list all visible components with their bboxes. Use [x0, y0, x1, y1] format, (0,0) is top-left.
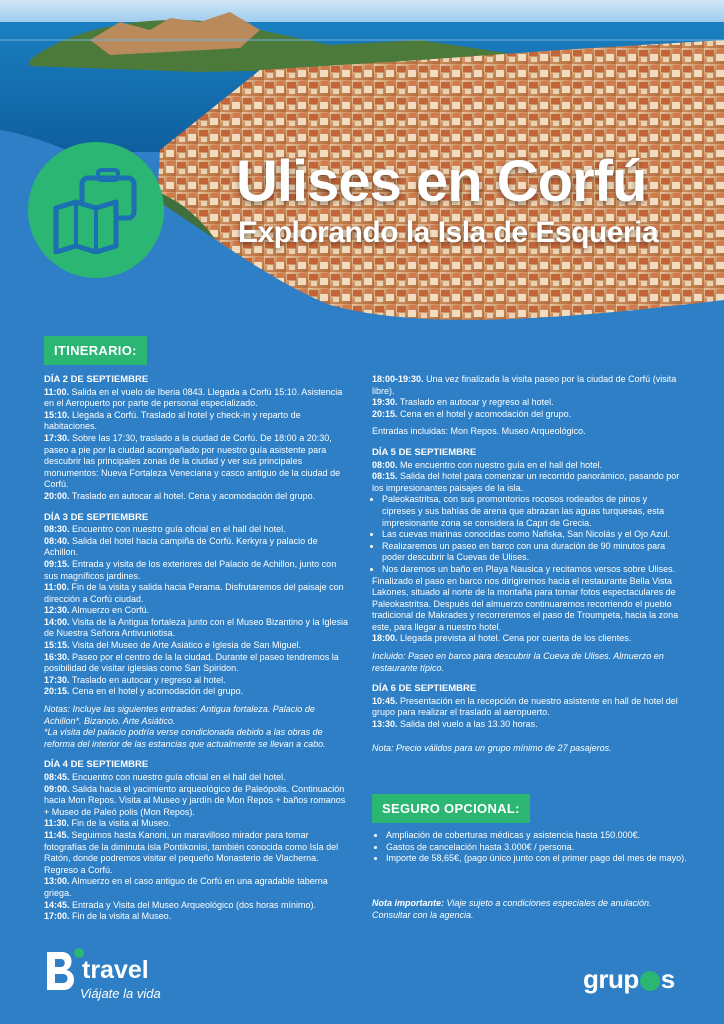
- day-4-item: 08:45. Encuentro con nuestro guía oficial en el hall del hotel.: [44, 772, 286, 782]
- seguro-label: SEGURO OPCIONAL:: [372, 794, 530, 823]
- day-3-note: Notas: Incluye las siguientes entradas: Antigua fortaleza. Palacio de Achillon*. Bizancio. Arte Asiático.: [44, 704, 315, 726]
- day-2-item: 15:10. Llegada a Corfú. Traslado al hotel y check-in y reparto de habitaciones.: [44, 409, 301, 432]
- list-item: • Realizaremos un paseo en barco con una duración de 90 minutos para poder descubrir la Cuevas de Ulises.: [382, 541, 680, 564]
- day-5-paragraph: Finalizado el paso en barco nos dirigiremos hacia el restaurante Bella Vista Lakones, situado al norte de la montaña para tomar fotos espectaculares de Paleokastritsa. Después del almuerzo continuaremos recorriendo el pueblo tradicional de Makrades y recorreremos el paso de Troumpeta, hacia la zona este, para llegar a nuestro hotel.: [372, 575, 679, 632]
- day-5-arrival: 18:00. Llegada prevista al hotel. Cena por cuenta de los clientes.: [372, 633, 632, 644]
- day-6-item: 10:45. Presentación en la recepción de nuestro asistente en hall de hotel del grupo para realizar el traslado al aeropuerto.: [372, 695, 678, 718]
- list-item: • Nos daremos un baño en Playa Nausica y recitamos versos sobre Ulises.: [382, 564, 680, 576]
- list-item: • Gastos de cancelación hasta 3.000€ / persona.: [386, 842, 692, 854]
- page-title: Ulises en Corfú: [236, 149, 647, 214]
- day-5-bullets: [372, 494, 680, 575]
- day-4-item: 17:00. Fin de la visita al Museo.: [44, 911, 172, 922]
- day-5-item: 08:15. Salida del hotel para comenzar un recorrido panorámico, pasando por los impresionantes paisajes de la isla.: [372, 471, 680, 493]
- day-4-item: 13:00. Almuerzo en el caso antiguo de Corfú en una agradable taberna griega.: [44, 876, 328, 898]
- day-3-item: 16:30. Paseo por el centro de la la ciudad. Durante el paseo tendremos la posibilidad de visitar iglesias como San Spiridon.: [44, 651, 339, 674]
- day-2-item: 11:00. Salida en el vuelo de Iberia 0843. Llegada a Corfú 15:10. Asistencia en el Aeropuerto por parte de personal especializado.: [44, 386, 343, 409]
- day-4-item: 09:00. Salida hacia el yacimiento arqueológico de Paleópolis. Continuación hacia Mon Repos. Visita al Museo y jardín de Mon Repos + baños romanos + Museo de Paleó polis (Mon Repos).: [44, 783, 346, 817]
- day-5-item: 08:00. Me encuentro con nuestro guía en el hall del hotel.: [372, 459, 603, 470]
- day-3-item: 14:00. Visita de la Antigua fortaleza junto con el Museo Bizantino y la Iglesia de Nuestra Señora Antivuniotisa.: [44, 616, 349, 639]
- day-4-item: 20:15. Cena en el hotel y acomodación del grupo.: [372, 408, 572, 419]
- day-2-item: 20:00. Traslado en autocar al hotel. Cena y acomodación del grupo.: [44, 490, 316, 501]
- luggage-map-icon: [52, 168, 142, 254]
- day-3-item: 15:15. Visita del Museo de Arte Asiático e Iglesia de San Miguel.: [44, 640, 302, 651]
- day-5-title: DÍA 5 DE SEPTIEMBRE: [372, 446, 477, 458]
- day-3-item: 08:30. Encuentro con nuestro guía oficial en el hall del hotel.: [44, 524, 286, 535]
- day-3-title: DÍA 3 DE SEPTIEMBRE: [44, 511, 149, 523]
- luggage-map-badge: [28, 142, 164, 278]
- day-6-item: 13:30. Salida del vuelo a las 13.30 horas.: [372, 719, 538, 730]
- day-6-note: Nota: Precio válidos para un grupo mínimo de 27 pasajeros.: [372, 742, 612, 753]
- grupos-dot-icon: [640, 971, 660, 991]
- itinerary-label: ITINERARIO:: [44, 336, 147, 365]
- day-3-item: 09:15. Entrada y visita de los exteriores del Palacio de Achillon, junto con sus magníficos jardines.: [44, 558, 337, 581]
- day-3-item: 12:30. Almuerzo en Corfú.: [44, 605, 150, 616]
- day-2-item: 17:30. Sobre las 17:30, traslado a la ciudad de Corfú. De 18:00 a 20:30, paseo a pie por la ciudad acompañado por nuestro guía asistente para descubrir las principales zonas de la ciudad y ver sus principales monumentos: Nueva Fortaleza Veneciana y casco antiguo de la ciudad de Corfú.: [44, 432, 341, 490]
- day-4-item: 19:30. Traslado en autocar y regreso al hotel.: [372, 397, 554, 408]
- brand-name: travel: [82, 956, 149, 984]
- list-item: • Paleokastritsa, con sus promontorios rocosos rodeados de pinos y cipreses y sus bahías de arena que abrazan las aguas turquesas, esta impresionante zona se considera la Capri de Grecia.: [382, 494, 680, 529]
- itinerary-left-column: [44, 374, 350, 923]
- day-4-item: 11:45. Seguimos hasta Kanoni, un maravilloso mirador para tomar fotografías de la diminuta isla Pontikonisi, también conocida como Isla del Ratón, donde podremos visitar el pequeño Monasterio de Vlacherna. Regreso a Corfú.: [44, 829, 339, 875]
- day-4-entradas: Entradas incluidas: Mon Repos. Museo Arqueológico.: [372, 426, 586, 437]
- day-4-item: 11:30. Fin de la visita al Museo.: [44, 818, 171, 829]
- important-note: Nota importante: Viaje sujeto a condiciones especiales de anulación. Consultar con la agencia.: [372, 898, 652, 920]
- list-item: • Las cuevas marinas conocidas como Nafiska, San Nicolás y el Ojo Azul.: [382, 529, 680, 541]
- day-4-title: DÍA 4 DE SEPTIEMBRE: [44, 759, 149, 771]
- day-4-item: 18:00-19:30. Una vez finalizada la visita paseo por la ciudad de Corfú (visita libre).: [372, 374, 677, 396]
- day-5-incluido: Incluido: Paseo en barco para descubrir la Cueva de Ulises. Almuerzo en restaurante típico.: [372, 651, 664, 673]
- page-subtitle: Explorando la Isla de Esqueria: [238, 216, 659, 249]
- day-3-item: 08:40. Salida del hotel hacia campiña de Corfú. Kerkyra y palacio de Achillon.: [44, 535, 318, 558]
- itinerary-right-column: [372, 374, 680, 754]
- list-item: • Ampliación de coberturas médicas y asistencia hasta 150.000€.: [386, 830, 692, 842]
- day-2-title: DÍA 2 DE SEPTIEMBRE: [44, 374, 149, 385]
- list-item: • Importe de 58,65€, (pago único junto con el primer pago del mes de mayo).: [386, 853, 692, 865]
- day-4-item: 14:45. Entrada y Visita del Museo Arqueológico (dos horas mínimo).: [44, 899, 317, 910]
- day-3-item: 11:00. Fin de la visita y salida hacia Perama. Disfrutaremos del paisaje con dirección a Corfú ciudad.: [44, 582, 344, 604]
- seguro-list: [372, 830, 692, 865]
- b-logo-icon: [44, 946, 84, 994]
- day-6-title: DÍA 6 DE SEPTIEMBRE: [372, 683, 477, 695]
- grupos-text-start: grup: [583, 964, 639, 994]
- b-travel-logo: [44, 946, 194, 1010]
- day-3-footnote: *La visita del palacio podría verse condicionada debido a las obras de reforma del interior de las estancias que actualmente se llevan a cabo.: [44, 727, 326, 749]
- brand-tagline: Viájate la vida: [80, 986, 161, 1001]
- grupos-logo: [583, 964, 675, 995]
- grupos-text-end: s: [660, 964, 675, 994]
- day-3-item: 20:15. Cena en el hotel y acomodación del grupo.: [44, 686, 244, 697]
- day-3-item: 17:30. Traslado en autocar y regreso al hotel.: [44, 674, 226, 685]
